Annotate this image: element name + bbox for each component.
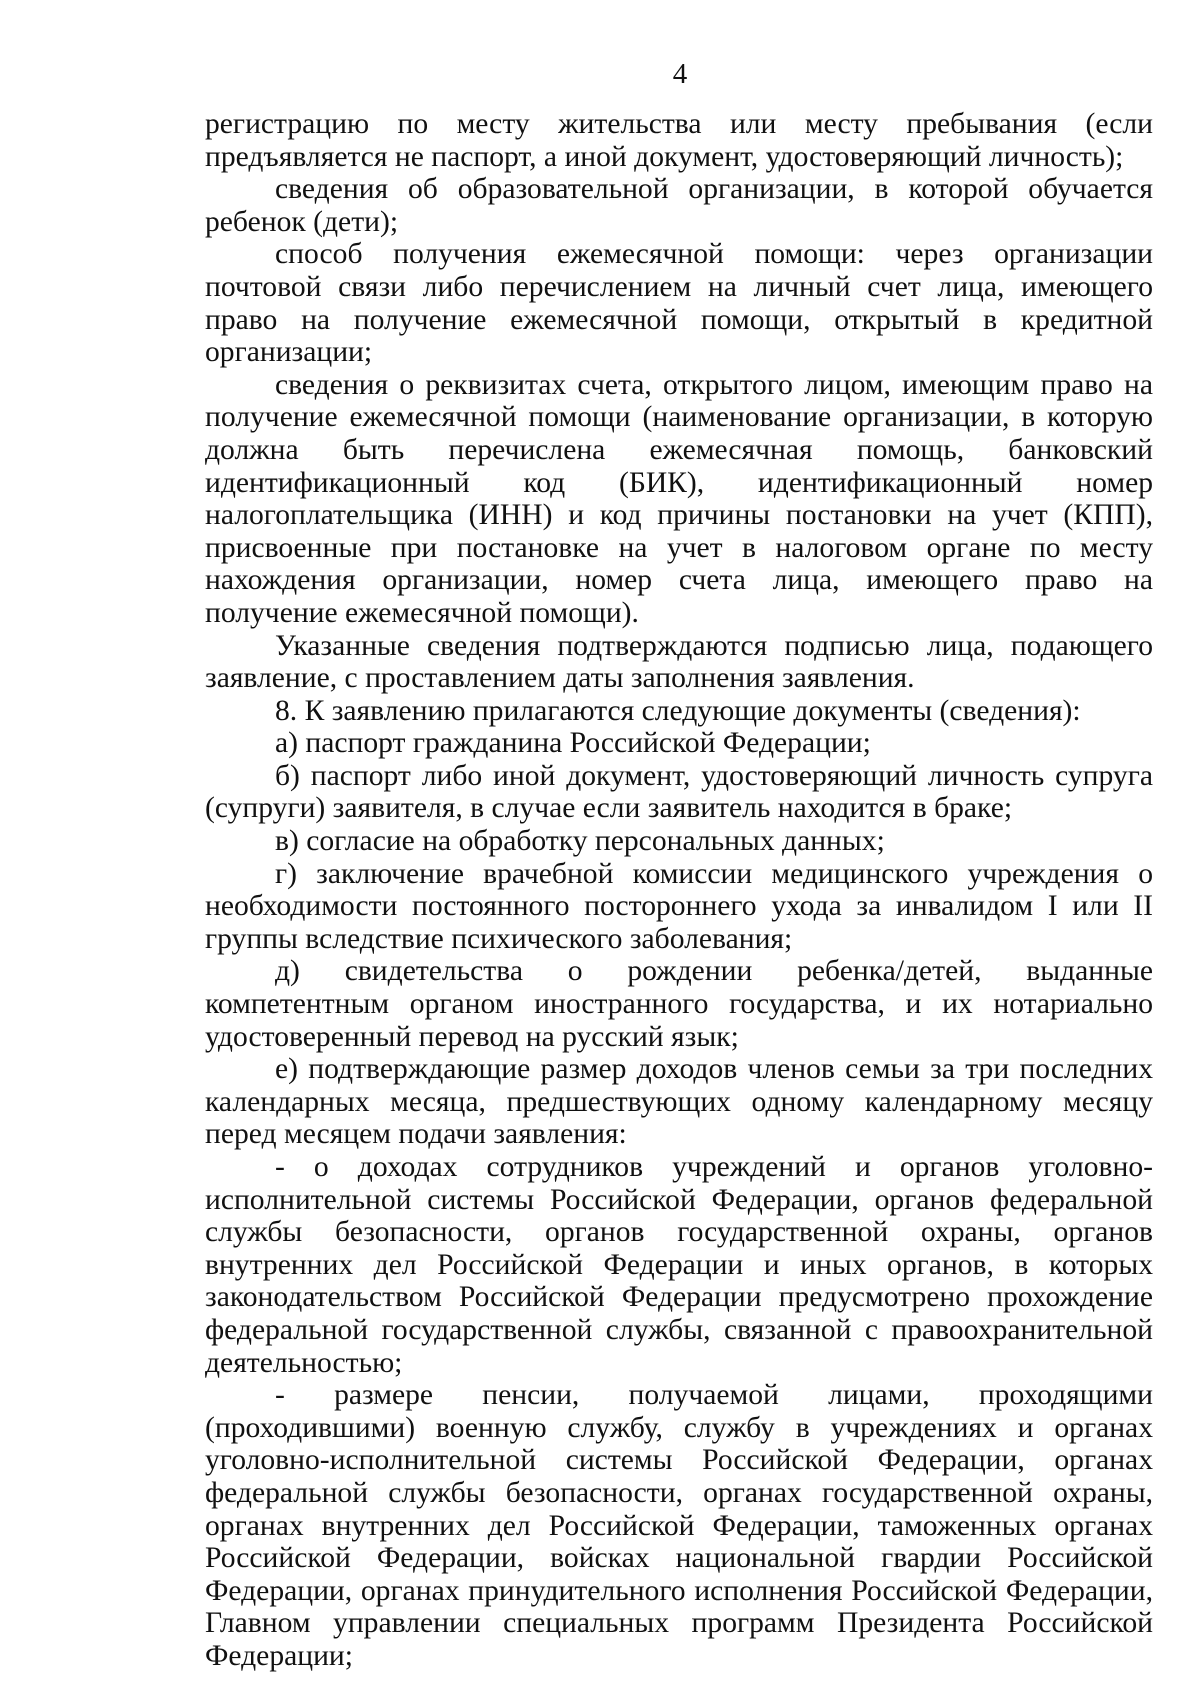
paragraph: способ получения ежемесячной помощи: через организации почтовой связи либо перечислением на личный счет лица, имеющего право на получение ежемесячной помощи, открытый в кредитной организации; (205, 238, 1153, 369)
document-body (205, 108, 1153, 1673)
paragraph: Указанные сведения подтверждаются подписью лица, подающего заявление, с проставлением даты заполнения заявления. (205, 629, 1153, 695)
paragraph: г) заключение врачебной комиссии медицинского учреждения о необходимости постоянного постороннего ухода за инвалидом I или II группы вследствие психического заболевания; (205, 857, 1153, 955)
paragraph: сведения о реквизитах счета, открытого лицом, имеющим право на получение ежемесячной помощи (наименование организации, в которую должна быть перечислена ежемесячная помощь, банковский идентификационный код (БИК), идентификационный номер налогоплательщика (ИНН) и код причины постановки на учет (КПП), присвоенные при постановке на учет в налоговом органе по месту нахождения организации, номер счета лица, имеющего право на получение ежемесячной помощи). (205, 368, 1153, 629)
paragraph: в) согласие на обработку персональных данных; (275, 825, 885, 858)
paragraph: а) паспорт гражданина Российской Федерации; (275, 727, 871, 760)
paragraph: е) подтверждающие размер доходов членов семьи за три последних календарных месяца, предшествующих одному календарному месяцу перед месяцем подачи заявления: (205, 1053, 1153, 1151)
page-number: 4 (672, 58, 688, 90)
paragraph: д) свидетельства о рождении ребенка/детей, выданные компетентным органом иностранного государства, и их нотариально удостоверенный перевод на русский язык; (205, 955, 1153, 1053)
paragraph: - о доходах сотрудников учреждений и органов уголовно-исполнительной системы Российской Федерации, органов федеральной службы безопасности, органов государственной охраны, органов внутренних дел Российской Федерации и иных органов, в которых законодательством Российской Федерации предусмотрено прохождение федеральной государственной службы, связанной с правоохранительной деятельностью; (205, 1151, 1153, 1379)
paragraph: б) паспорт либо иной документ, удостоверяющий личность супруга (супруги) заявителя, в случае если заявитель находится в браке; (205, 759, 1153, 825)
paragraph: 8. К заявлению прилагаются следующие документы (сведения): (275, 694, 1081, 727)
paragraph: сведения об образовательной организации, в которой обучается ребенок (дети); (205, 173, 1153, 238)
paragraph: - размере пенсии, получаемой лицами, проходящими (проходившими) военную службу, службу в учреждениях и органах уголовно-исполнительной системы Российской Федерации, органах федеральной службы безопасности, органах государственной охраны, органах внутренних дел Российской Федерации, таможенных органах Российской Федерации, войсках национальной гвардии Российской Федерации, органах принудительного исполнения Российской Федерации, Главном управлении специальных программ Президента Российской Федерации; (205, 1379, 1153, 1672)
paragraph: регистрацию по месту жительства или месту пребывания (если предъявляется не паспорт, а иной документ, удостоверяющий личность); (205, 108, 1153, 173)
